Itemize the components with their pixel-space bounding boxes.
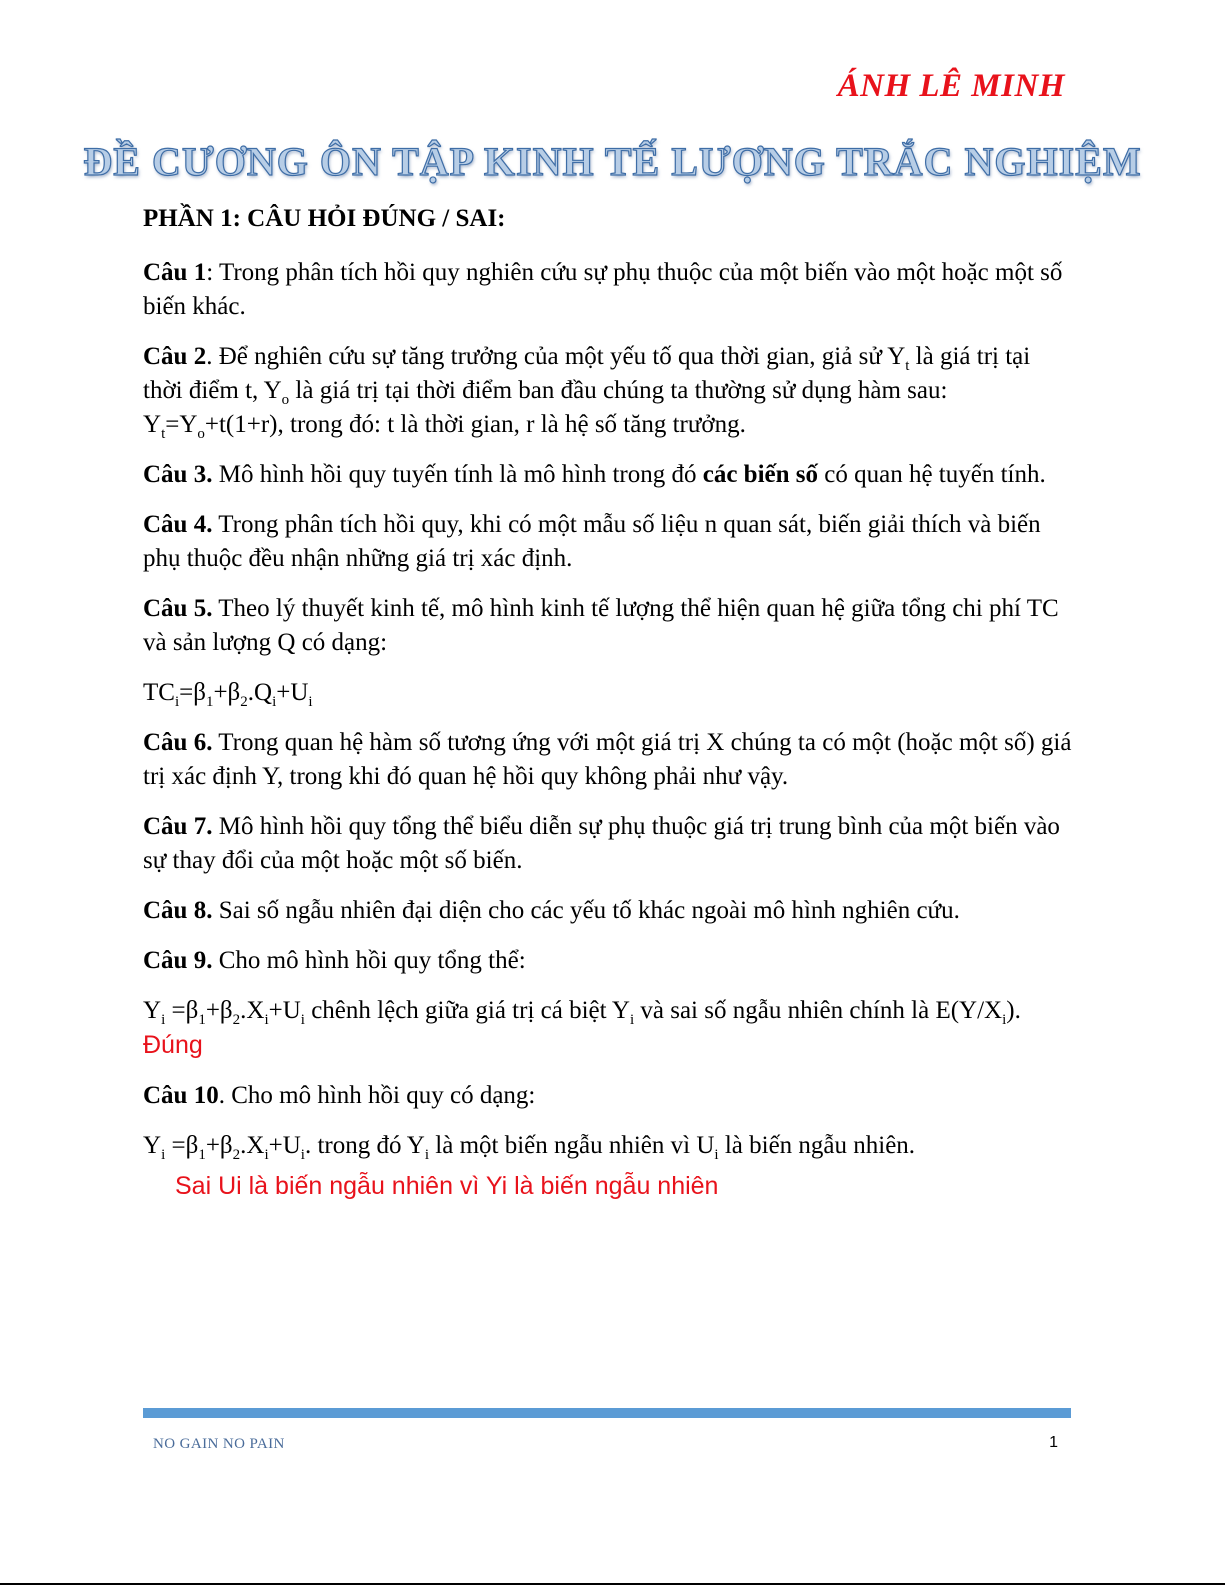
question-text: Trong quan hệ hàm số tương ứng với một giá trị X chúng ta có một (hoặc một số) giá trị xác định Y, trong khi đó quan hệ hồi quy không phải như vậy. [143,729,1072,790]
subscript: i [272,694,277,710]
subscript: o [197,426,205,442]
question-text: là một biến ngẫu nhiên vì U [429,1132,715,1159]
question-text: : Trong phân tích hồi quy nghiên cứu sự phụ thuộc của một biến vào một hoặc một số biến khác. [143,259,1063,320]
formula-part: +β [205,1132,233,1159]
subscript: 1 [198,1012,206,1028]
formula-tc [143,676,1073,710]
subscript: i [264,1147,269,1163]
document-title: ĐỀ CƯƠNG ÔN TẬP KINH TẾ LƯỢNG TRẮC NGHIỆM [83,139,1142,184]
formula-part: =β [165,997,199,1024]
question-text: là giá trị tại thời điểm ban đầu chúng ta thường sử dụng hàm sau: Y [143,377,948,438]
document-body [143,202,1073,1203]
question-text: ). [1006,997,1021,1024]
formula-part: .X [240,997,265,1024]
subscript: i [264,1012,269,1028]
subscript: 2 [232,1012,241,1028]
question-6 [143,726,1073,794]
formula-part: +β [213,679,241,706]
question-5 [143,592,1073,660]
question-9 [143,944,1073,978]
question-text: +t(1+r), trong đó: t là thời gian, r là hệ số tăng trưởng. [204,411,746,438]
question-4 [143,508,1073,576]
question-text: là biến ngẫu nhiên. [718,1132,916,1159]
subscript: i [161,1012,166,1028]
question-label: Câu 7. [143,813,213,840]
question-7 [143,810,1073,878]
subscript: o [281,392,290,408]
subscript: i [424,1147,430,1163]
question-text: Mô hình hồi quy tổng thể biểu diễn sự phụ thuộc giá trị trung bình của một biến vào sự thay đổi của một hoặc một số biến. [143,813,1060,874]
page-number: 1 [1049,1434,1058,1451]
question-label: Câu 3. [143,461,213,488]
question-text: Trong phân tích hồi quy, khi có một mẫu số liệu n quan sát, biến giải thích và biến phụ thuộc đều nhận những giá trị xác định. [143,511,1041,572]
answer-true: Đúng [143,1031,203,1059]
question-text: Theo lý thuyết kinh tế, mô hình kinh tế lượng thể hiện quan hệ giữa tổng chi phí TC và sản lượng Q có dạng: [143,595,1059,656]
question-text: và sai số ngẫu nhiên chính là E(Y/X [634,997,1003,1024]
question-label: Câu 6. [143,729,213,756]
question-text: Sai số ngẫu nhiên đại diện cho các yếu tố khác ngoài mô hình nghiên cứu. [212,897,960,924]
question-9-formula [143,994,1073,1063]
subscript: 1 [198,1147,206,1163]
formula-part: =β [165,1132,199,1159]
question-10-formula [143,1129,1073,1163]
formula-part: +U [276,679,309,706]
author-name: ÁNH LÊ MINH [837,68,1065,104]
subscript: i [714,1147,719,1163]
formula-part: +U [268,997,301,1024]
emphasis-text: các biến số [702,461,819,488]
formula-part: TC [143,679,175,706]
question-label: Câu 2 [143,343,207,370]
subscript: t [905,358,910,374]
question-label: Câu 1 [143,259,207,286]
subscript: i [174,694,180,710]
question-text: . Để nghiên cứu sự tăng trưởng của một yếu tố qua thời gian, giả sử Y [206,343,906,370]
formula-part: Y [143,1132,162,1159]
formula-part: =β [179,679,206,706]
subscript: i [161,1147,166,1163]
formula-part: +β [205,997,233,1024]
question-text: =Y [165,411,198,438]
footer-divider [143,1408,1071,1418]
question-2 [143,340,1073,442]
section-heading: PHẦN 1: CÂU HỎI ĐÚNG / SAI: [143,205,506,232]
question-text: . trong đó Y [304,1132,425,1159]
question-text: . Cho mô hình hồi quy có dạng: [218,1082,536,1109]
question-text: chênh lệch giữa giá trị cá biệt Y [304,997,630,1024]
subscript: i [1002,1012,1007,1028]
answer-false-note: Sai Ui là biến ngẫu nhiên vì Yi là biến ngẫu nhiên [175,1172,719,1200]
formula-part: .X [240,1132,265,1159]
question-10 [143,1079,1073,1113]
subscript: i [629,1012,635,1028]
subscript: i [300,1147,305,1163]
question-8 [143,894,1073,928]
subscript: t [161,426,166,442]
question-text: Mô hình hồi quy tuyến tính là mô hình trong đó [212,461,703,488]
subscript: 2 [240,694,248,710]
question-label: Câu 8. [143,897,213,924]
question-3 [143,458,1073,492]
question-label: Câu 9. [143,947,213,974]
subscript: i [308,694,313,710]
question-text: Cho mô hình hồi quy tổng thể: [212,947,526,974]
question-label: Câu 10 [143,1082,219,1109]
subscript: 2 [232,1147,241,1163]
subscript: 1 [205,694,214,710]
question-label: Câu 4. [143,511,213,538]
question-label: Câu 5. [143,595,213,622]
formula-part: .Q [247,679,273,706]
question-text: có quan hệ tuyến tính. [818,461,1046,488]
subscript: i [300,1012,305,1028]
formula-part: Y [143,997,162,1024]
formula-part: +U [268,1132,301,1159]
footer-motto: NO GAIN NO PAIN [153,1436,285,1452]
question-1 [143,256,1073,324]
question-text: là giá trị tại thời điểm t, Y [143,343,1031,404]
